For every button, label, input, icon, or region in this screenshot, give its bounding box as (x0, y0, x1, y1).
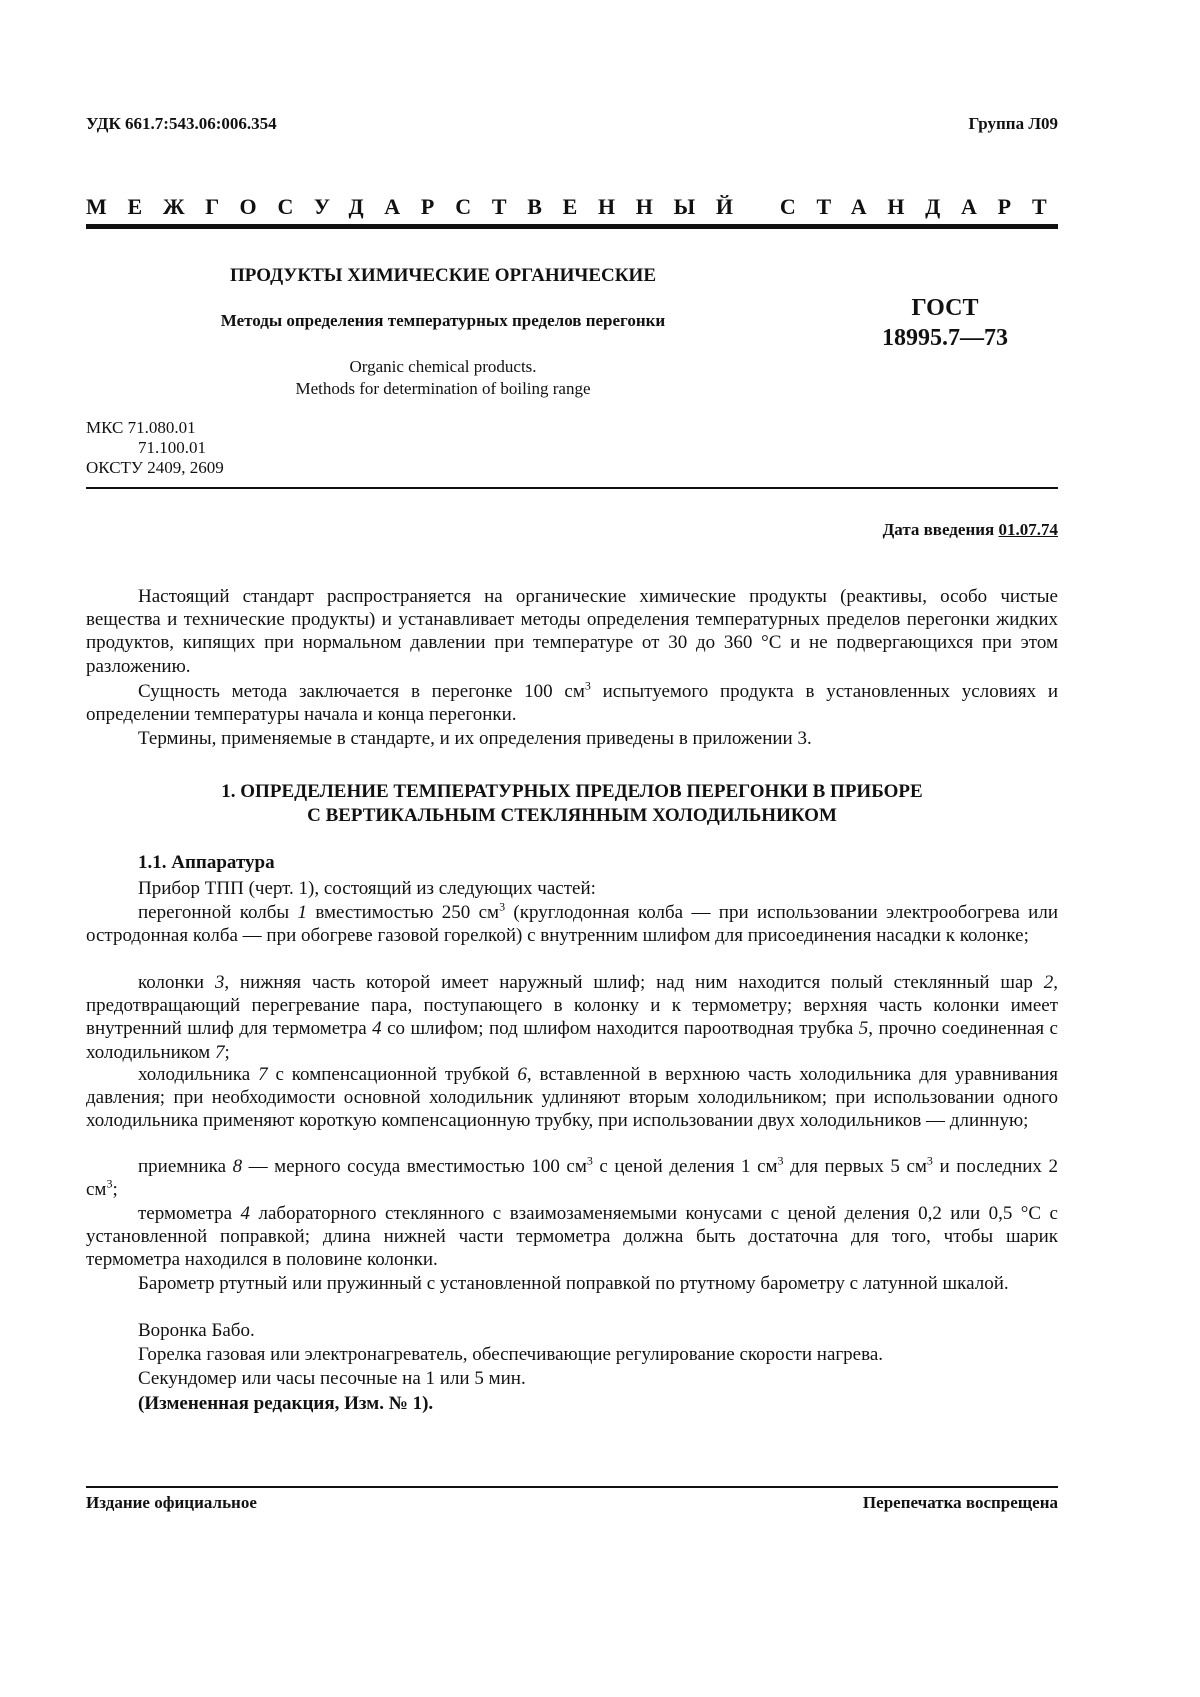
flask-text-a: перегонной колбы (138, 902, 298, 923)
part-number: 1 (297, 902, 307, 923)
reprint-prohibited-label: Перепечатка воспрещена (862, 1493, 1058, 1512)
column-text-d: со шлифом; под шлифом находится пароотводная трубка (381, 1018, 859, 1040)
part-number: 5 (858, 1018, 869, 1040)
column-text-f: ; (224, 1041, 230, 1063)
device-paragraph: Прибор ТПП (черт. 1), состоящий из следующих частей: (138, 878, 596, 899)
udk-code: УДК 661.7:543.06:006.354 (86, 114, 277, 133)
barometer-paragraph: Барометр ртутный или пружинный с установленной поправкой по ртутному барометру с латунной шкалой. (138, 1273, 1009, 1294)
section-heading-line2: С ВЕРТИКАЛЬНЫМ СТЕКЛЯННЫМ ХОЛОДИЛЬНИКОМ (307, 805, 837, 826)
top-rule (86, 224, 1058, 229)
part-number: 3 (214, 972, 225, 993)
column-text-e: , прочно соединенная с холодильником (86, 1018, 1058, 1063)
gost-number: 18995.7—73 (882, 325, 1008, 351)
mks-code-2: 71.100.01 (138, 438, 206, 457)
flask-text-c: (круглодонная колба — при использовании электрообогрева или остродонная колба — при обогреве газовой горелкой) с внутренним шлифом для присоединения насадки к колонке; (86, 902, 1058, 947)
footer-divider (86, 1486, 1058, 1488)
column-text-b: , нижняя часть которой имеет наружный шлиф; над ним находится полый стеклянный шар (224, 972, 1044, 993)
receiver-text-b: — мерного сосуда вместимостью 100 см (242, 1156, 587, 1177)
document-subtitle: Методы определения температурных пределов перегонки (220, 311, 666, 330)
part-number: 8 (232, 1156, 243, 1177)
cooler-text-b: с компенсационной трубкой (267, 1064, 518, 1085)
essence-paragraph (86, 680, 1058, 726)
receiver-text-f: ; (112, 1179, 118, 1201)
part-number: 4 (372, 1018, 382, 1040)
part-number: 6 (517, 1064, 527, 1085)
subsection-1-1-heading: 1.1. Аппаратура (138, 852, 275, 873)
group-code: Группа Л09 (968, 114, 1058, 133)
document-title: ПРОДУКТЫ ХИМИЧЕСКИЕ ОРГАНИЧЕСКИЕ (230, 265, 656, 286)
part-number: 4 (240, 1203, 251, 1224)
part-number: 7 (258, 1064, 268, 1085)
column-text-a: колонки (138, 972, 215, 993)
interstate-standard-heading: МЕЖГОСУДАРСТВЕННЫЙ СТАНДАРТ (86, 194, 1068, 219)
superscript: 3 (499, 899, 506, 914)
column-text-c: , предотвращающий перегревание пара, поступающего в колонку и к термометру; верхняя часть колонки имеет внутренний шлиф для термометра (86, 972, 1058, 1040)
scope-paragraph: Настоящий стандарт распространяется на органические химические продукты (реактивы, особо чистые вещества и технические продукты) и устанавливает методы определения температурных пределов перегонки жидких продуктов, кипящих при нормальном давлении при температуре от 30 до 360 °С и не подвергающихся при этом разложению. (86, 586, 1058, 677)
receiver-paragraph (86, 1155, 1058, 1201)
funnel-paragraph: Воронка Бабо. (138, 1320, 255, 1341)
receiver-text-d: для первых 5 см (783, 1156, 927, 1177)
intro-date-label: Дата введения (882, 520, 995, 539)
flask-text-b: вместимостью 250 см (306, 902, 500, 923)
superscript: 3 (777, 1153, 784, 1168)
english-title-line1: Organic chemical products. (349, 357, 537, 376)
superscript: 3 (584, 678, 591, 693)
thermometer-paragraph (86, 1202, 1058, 1272)
terms-paragraph: Термины, применяемые в стандарте, и их определения приведены в приложении 3. (138, 728, 812, 749)
essence-text-b: испытуемого продукта в установленных условиях и определении температуры начала и конца перегонки. (86, 681, 1059, 726)
section-heading-line1: 1. ОПРЕДЕЛЕНИЕ ТЕМПЕРАТУРНЫХ ПРЕДЕЛОВ ПЕРЕГОНКИ В ПРИБОРЕ (221, 781, 923, 802)
column-paragraph (86, 971, 1058, 1064)
part-number: 2 (1043, 972, 1054, 993)
receiver-text-a: приемника (138, 1156, 233, 1177)
english-title-line2: Methods for determination of boiling range (295, 379, 591, 398)
intro-date-value: 01.07.74 (998, 520, 1058, 539)
thermo-text-b: лабораторного стеклянного с взаимозаменяемыми конусами с ценой деления 0,2 или 0,5 °С с установленной поправкой; длина нижней части термометра должна быть достаточна для того, чтобы шарик термометра находился в половине колонки. (86, 1203, 1058, 1271)
flask-paragraph (86, 901, 1058, 947)
intro-date (883, 520, 1058, 540)
burner-paragraph: Горелка газовая или электронагреватель, обеспечивающие регулирование скорости нагрева. (138, 1344, 884, 1365)
amendment-note: (Измененная редакция, Изм. № 1). (138, 1393, 434, 1414)
superscript: 3 (106, 1176, 113, 1191)
okstu-code: ОКСТУ 2409, 2609 (86, 458, 224, 477)
cooler-text-a: холодильника (138, 1064, 259, 1085)
thermo-text-a: термометра (138, 1203, 241, 1224)
superscript: 3 (586, 1153, 593, 1168)
mks-code-1: МКС 71.080.01 (86, 418, 196, 437)
receiver-text-e: и последних 2 см (86, 1156, 1058, 1201)
section-1-heading (86, 780, 1058, 828)
timer-paragraph: Секундомер или часы песочные на 1 или 5 мин. (138, 1368, 526, 1389)
cooler-text-c: , вставленной в верхнюю часть холодильника для уравнивания давления; при необходимости основной холодильник удлиняют вторым холодильником; при использовании одного холодильника применяют короткую компенсационную трубку, при использовании двух холодильников — длинную; (86, 1064, 1059, 1132)
header-divider (86, 487, 1058, 489)
part-number: 7 (214, 1041, 225, 1063)
official-edition-label: Издание официальное (86, 1493, 257, 1512)
gost-label: ГОСТ (911, 295, 979, 321)
essence-text-a: Сущность метода заключается в перегонке 100 см (138, 681, 585, 702)
superscript: 3 (926, 1153, 933, 1168)
receiver-text-c: с ценой деления 1 см (592, 1156, 778, 1177)
cooler-paragraph (86, 1063, 1058, 1133)
